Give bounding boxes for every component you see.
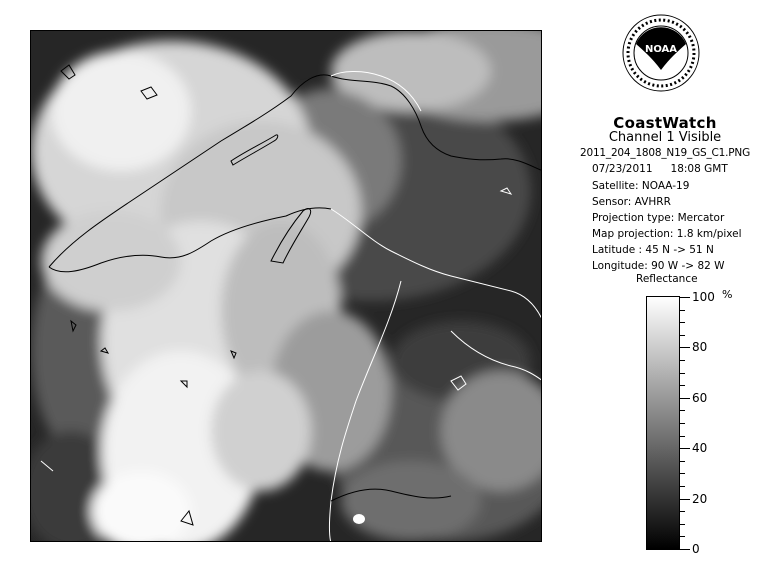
date-time — [592, 163, 728, 175]
colorbar-tick — [680, 297, 690, 298]
noaa-logo — [622, 14, 700, 92]
channel-label: Channel 1 Visible — [608, 130, 722, 145]
latitude-label: Latitude : 45 N -> 51 N — [592, 244, 714, 256]
colorbar-tick — [680, 536, 685, 537]
colorbar-tick — [680, 524, 685, 525]
colorbar-tick — [680, 511, 685, 512]
colorbar-tick — [680, 486, 685, 487]
colorbar-tick — [680, 436, 685, 437]
satellite-label: Satellite: NOAA-19 — [592, 180, 690, 192]
colorbar-tick — [680, 360, 685, 361]
time-value: 18:08 GMT — [670, 163, 728, 175]
colorbar-label: 40 — [692, 441, 708, 456]
colorbar-tick — [680, 499, 690, 500]
colorbar-tick — [680, 310, 685, 311]
colorbar-tick — [680, 423, 685, 424]
bright-cloud — [353, 514, 365, 524]
colorbar-unit: % — [722, 288, 733, 301]
colorbar-tick — [680, 410, 685, 411]
page-title: CoastWatch — [613, 114, 717, 132]
colorbar-label: 60 — [692, 390, 708, 405]
colorbar-label: 80 — [692, 340, 708, 355]
colorbar-tick — [680, 335, 685, 336]
colorbar-label: 100 — [692, 290, 715, 304]
map-projection-label: Map projection: 1.8 km/pixel — [592, 228, 742, 240]
colorbar-tick — [680, 347, 690, 348]
colorbar-ticks — [680, 290, 770, 556]
filename-label: 2011_204_1808_N19_GS_C1.PNG — [579, 147, 751, 159]
colorbar-tick — [680, 373, 685, 374]
colorbar-tick — [680, 461, 685, 462]
satellite-image — [30, 30, 542, 542]
colorbar-tick — [680, 473, 685, 474]
colorbar-tick — [680, 549, 690, 550]
colorbar-title: Reflectance — [636, 273, 698, 285]
colorbar-label: 20 — [692, 491, 708, 506]
colorbar-tick — [680, 448, 690, 449]
colorbar-tick — [680, 398, 690, 399]
map-svg — [31, 31, 542, 542]
logo-text: NOAA — [644, 44, 678, 55]
projection-type-label: Projection type: Mercator — [592, 212, 725, 224]
colorbar-tick — [680, 385, 685, 386]
colorbar-label: 0 — [692, 542, 700, 556]
longitude-label: Longitude: 90 W -> 82 W — [592, 260, 725, 272]
colorbar — [646, 296, 680, 550]
date-value: 07/23/2011 — [592, 163, 653, 175]
sensor-label: Sensor: AVHRR — [592, 196, 671, 208]
colorbar-tick — [680, 322, 685, 323]
